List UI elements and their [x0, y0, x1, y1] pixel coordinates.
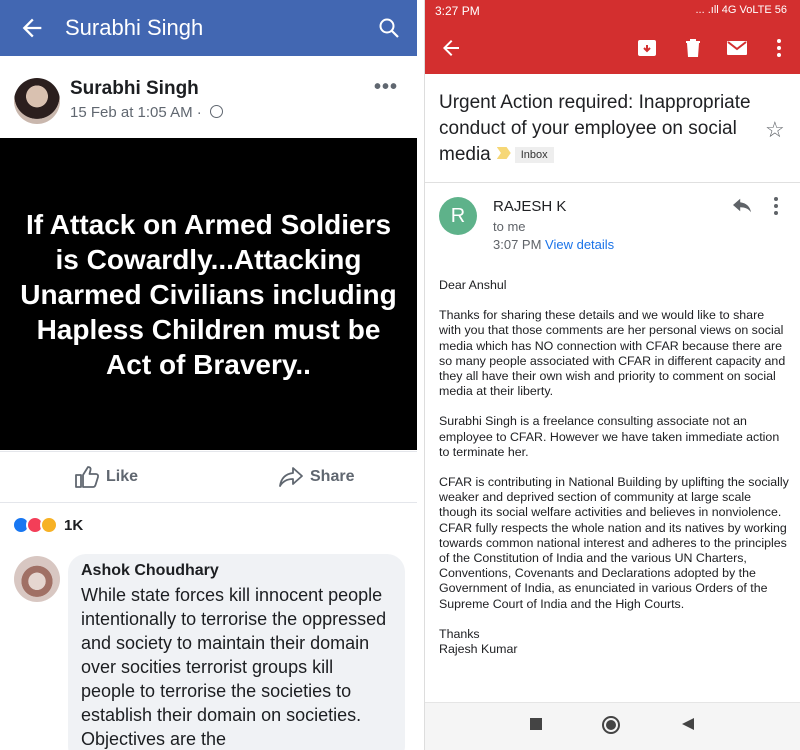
status-indicators: ... .ıll 4G VoLTE 56	[695, 4, 787, 16]
more-vert-icon[interactable]	[771, 196, 781, 216]
header-title: Surabhi Singh	[65, 15, 204, 40]
view-details-link[interactable]: View details	[545, 237, 615, 252]
post-author[interactable]: Surabhi Singh	[70, 78, 199, 99]
sad-reaction-icon	[40, 516, 58, 534]
inbox-label[interactable]: Inbox	[515, 147, 554, 163]
meta-separator: ·	[196, 104, 202, 121]
status-time: 3:27 PM	[435, 4, 480, 18]
thumbs-up-icon	[74, 465, 100, 489]
more-options-icon[interactable]: •••	[374, 76, 399, 98]
comment-author[interactable]: Ashok Choudhary	[81, 562, 219, 579]
divider	[425, 182, 800, 183]
author-avatar[interactable]	[14, 78, 60, 124]
facebook-header-bar	[0, 0, 417, 56]
email-paragraph: Thanks for sharing these details and we would like to share with you that those comments are her personal views on social media which has NO connection with CFAR because there are so many people associated with CFAR in different capacity and they all have their own wish and priority to comment on social media at their liberty.	[439, 308, 786, 399]
share-button[interactable]	[278, 464, 354, 490]
gmail-toolbar	[425, 22, 800, 74]
comment-text: While state forces kill innocent people intentionally to terrorise the oppressed and society to maintain their domain over socities terrorist groups kill people to terrorise the societies to establish their domain on societies. Objectives are the	[81, 585, 387, 749]
like-label: Like	[106, 468, 139, 485]
status-bar	[425, 0, 800, 22]
email-subject	[439, 90, 769, 168]
mail-icon[interactable]	[725, 36, 749, 60]
more-vert-icon[interactable]	[767, 36, 791, 60]
recents-icon[interactable]	[529, 717, 543, 731]
comment-bubble	[68, 554, 405, 750]
share-arrow-icon	[278, 465, 304, 489]
recipient-line[interactable]: to me	[493, 219, 526, 234]
email-paragraph: Surabhi Singh is a freelance consulting associate not an employee to CFAR. However we have taken immediate action to terminate her.	[439, 414, 780, 459]
delete-icon[interactable]	[681, 36, 705, 60]
back-arrow-icon[interactable]	[18, 14, 46, 42]
gmail-panel	[424, 0, 800, 750]
email-body	[439, 278, 789, 657]
email-signature: Rajesh Kumar	[439, 642, 518, 657]
reaction-count: 1K	[64, 516, 84, 534]
android-nav-bar	[425, 702, 800, 750]
send-time: 3:07 PM	[493, 237, 542, 252]
share-label: Share	[310, 468, 355, 485]
email-paragraph: CFAR is contributing in National Building by uplifting the socially weaker and deprived section of community at large scale though its social welfare activities and believes in nonviolence. CFAR fully respects the whole nation and its natives by working towards common national interest and adheres to the principles of the Constitution of India and the various UN Charters, Conventions, Covenants and Declarations adopted by the Government of India, as enunciated in various Orders of the Supreme Court of India and the High Courts.	[439, 475, 789, 611]
post-timestamp[interactable]: 15 Feb at 1:05 AM	[70, 104, 193, 121]
divider	[0, 502, 417, 503]
post-image-text: If Attack on Armed Soldiers is Cowardly...Attacking Unarmed Civilians including Hapless Children must be Act of Bravery..	[20, 208, 397, 380]
like-button[interactable]	[74, 464, 138, 490]
subject-text: Urgent Action required: Inappropriate conduct of your employee on social media	[439, 92, 751, 165]
globe-icon	[210, 105, 223, 118]
send-time-line	[493, 237, 614, 252]
back-triangle-icon[interactable]	[681, 717, 695, 731]
reactions-summary[interactable]	[12, 514, 83, 536]
divider	[0, 451, 417, 452]
commenter-avatar[interactable]	[14, 556, 60, 602]
email-closing: Thanks	[439, 626, 480, 641]
search-icon[interactable]	[377, 16, 401, 40]
post-meta	[70, 104, 223, 121]
sender-name: RAJESH K	[493, 198, 567, 215]
star-icon[interactable]: ☆	[765, 117, 785, 142]
back-arrow-icon[interactable]	[439, 36, 463, 60]
sender-avatar[interactable]: R	[439, 197, 477, 235]
important-marker-icon[interactable]	[497, 147, 511, 159]
email-greeting: Dear Anshul	[439, 278, 507, 292]
home-icon[interactable]	[601, 715, 621, 735]
post-image[interactable]	[0, 138, 417, 450]
reply-icon[interactable]	[731, 196, 753, 214]
archive-icon[interactable]	[635, 36, 659, 60]
